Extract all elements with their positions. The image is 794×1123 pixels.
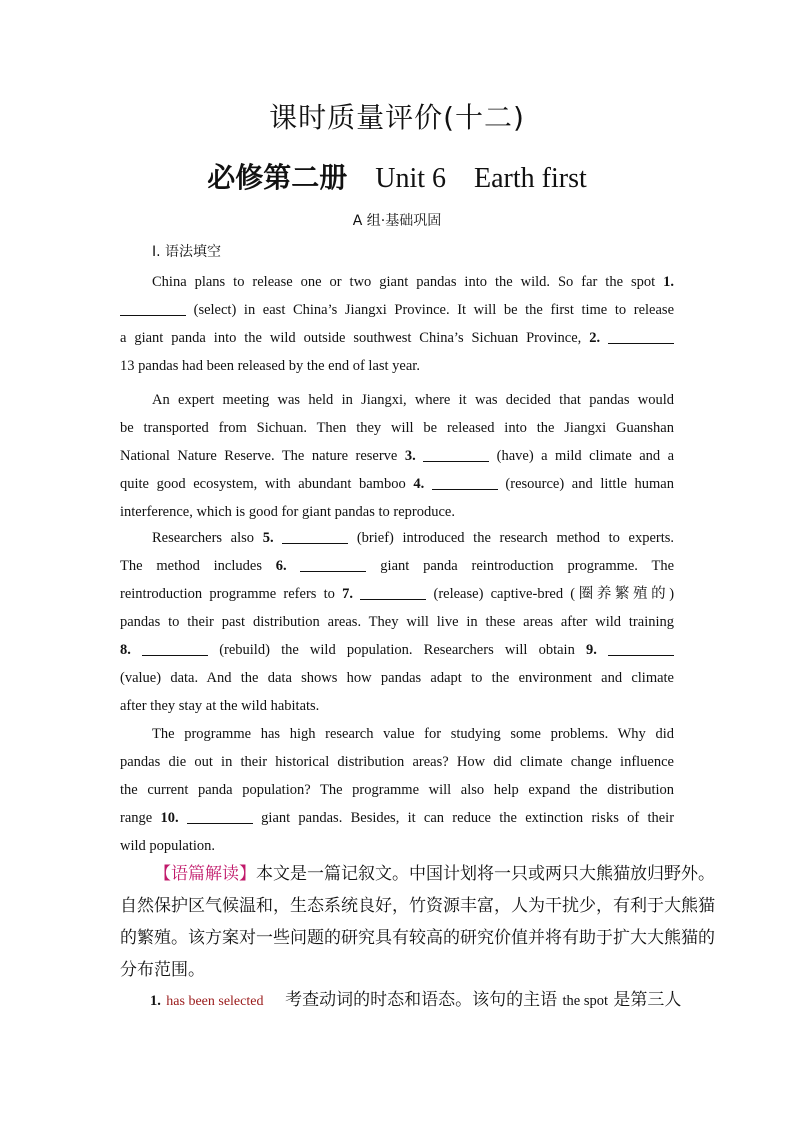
passage-paragraph-1 — [120, 268, 674, 380]
blank-2[interactable] — [608, 329, 674, 344]
analysis-line: 【语篇解读】本文是一篇记叙文。中国计划将一只或两只大熊猫放归野外。 — [154, 864, 715, 884]
answer-text: has been selected — [166, 994, 264, 1009]
blank-5[interactable] — [282, 529, 348, 544]
text-line: The method includes 6. giant panda reintroduction programme. The — [120, 558, 675, 574]
page-subtitle — [0, 156, 794, 196]
passage-paragraph-3 — [120, 524, 674, 720]
answer-explanation-1 — [120, 984, 682, 1018]
blank-9[interactable] — [608, 641, 674, 656]
text-line: after they stay at the wild habitats. — [120, 698, 320, 714]
subtitle-unit: Unit 6 — [375, 163, 447, 194]
text-line: China plans to release one or two giant pandas into the wild. So far the spot 1. — [152, 274, 674, 290]
passage-analysis — [120, 858, 715, 986]
text-line: be transported from Sichuan. Then they will be released into the Jiangxi Guanshan — [120, 420, 674, 436]
text-line: the current panda population? The programme will also help expand the distribution — [120, 782, 674, 798]
blank-6[interactable] — [300, 557, 366, 572]
passage-paragraph-4 — [120, 720, 674, 860]
text-line: (select) in east China’s Jiangxi Province. It will be the first time to release — [120, 296, 674, 324]
text-line: quite good ecosystem, with abundant bamboo 4. (resource) and little human — [120, 476, 674, 492]
page-title: 课时质量评价(十二) — [269, 101, 525, 134]
text-line: (value) data. And the data shows how pandas adapt to the environment and climate — [120, 670, 674, 686]
part-heading: Ⅰ. 语法填空 — [152, 244, 222, 260]
text-line: National Nature Reserve. The nature reserve 3. (have) a mild climate and a — [120, 448, 675, 464]
blank-1[interactable] — [120, 301, 186, 316]
text-line: Researchers also 5. (brief) introduced the research method to experts. — [152, 530, 674, 546]
blank-4[interactable] — [432, 475, 498, 490]
section-heading: A 组·基础巩固 — [352, 213, 442, 229]
text-line: pandas die out in their historical distribution areas? How did climate change influence — [120, 754, 674, 770]
blank-8[interactable] — [142, 641, 208, 656]
text-line: interference, which is good for giant pandas to reproduce. — [120, 504, 455, 520]
answer-line: 1. has been selected 考查动词的时态和语态。该句的主语 the spot 是第三人 — [150, 990, 682, 1010]
analysis-tag: 【语篇解读】 — [154, 864, 256, 884]
text-line: a giant panda into the wild outside southwest China’s Sichuan Province, 2. — [120, 324, 674, 352]
text-line: pandas to their past distribution areas. They will live in these areas after wild training — [120, 614, 674, 630]
text-line: An expert meeting was held in Jiangxi, where it was decided that pandas would — [152, 392, 674, 408]
analysis-line: 的繁殖。该方案对一些问题的研究具有较高的研究价值并将有助于扩大大熊猫的 — [120, 928, 715, 948]
subtitle-topic: Earth first — [474, 163, 587, 194]
text-line: wild population. — [120, 838, 216, 854]
text-line: range 10. giant pandas. Besides, it can reduce the extinction risks of their — [120, 810, 675, 826]
blank-10[interactable] — [187, 809, 253, 824]
text-line: 13 pandas had been released by the end of last year. — [120, 358, 420, 374]
passage-paragraph-2 — [120, 386, 674, 526]
text-line: The programme has high research value for studying some problems. Why did — [152, 726, 674, 742]
blank-7[interactable] — [360, 585, 426, 600]
subtitle-book: 必修第二册 — [207, 161, 348, 194]
blank-3[interactable] — [423, 447, 489, 462]
text-line: 8. (rebuild) the wild population. Researchers will obtain 9. — [120, 636, 674, 664]
analysis-line: 自然保护区气候温和，生态系统良好，竹资源丰富，人为干扰少，有利于大熊猫 — [120, 896, 715, 916]
text-line: reintroduction programme refers to 7. (release) captive-bred (圈养繁殖的) — [120, 586, 675, 602]
analysis-line: 分布范围。 — [120, 960, 205, 980]
